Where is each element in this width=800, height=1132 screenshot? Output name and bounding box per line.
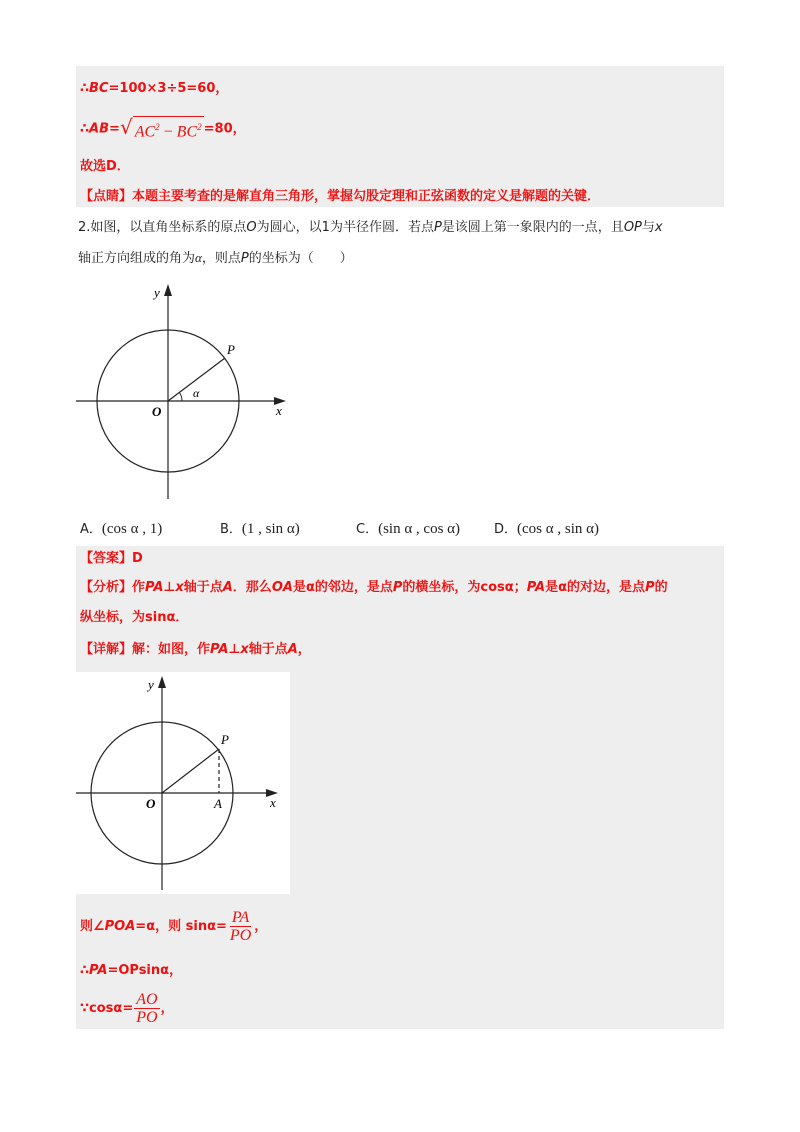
label-y: y xyxy=(148,677,154,692)
figure-unit-circle-2 xyxy=(76,672,290,894)
sqrt-expression: √ $AC^2 - BC^2$ xyxy=(119,115,202,141)
solution-line-bc: ∴BC=100×3÷5=60， xyxy=(80,81,229,96)
label-x: x xyxy=(276,403,282,418)
fraction-pa-po: $\frac{PA}{PO}$ xyxy=(229,909,252,944)
label-p: P xyxy=(227,342,235,357)
label-p: P xyxy=(221,732,229,747)
step-sin: 则∠POA=α，则 sinα= $\frac{PA}{PO}$ ， xyxy=(80,909,268,944)
option-a[interactable]: A．(cos α , 1) xyxy=(80,521,163,537)
label-o: O xyxy=(146,796,156,811)
figure-unit-circle-1 xyxy=(70,280,300,505)
analysis-line-1: 【分析】作PA⊥x轴于点A．那么OA是α的邻边，是点P的横坐标，为cosα；PA是α的对边，是点P的 xyxy=(80,580,668,595)
label-y: y xyxy=(154,285,160,300)
label-x: x xyxy=(270,795,276,810)
option-b[interactable]: B．(1 , sin α) xyxy=(220,521,300,537)
option-d[interactable]: D．(cos α , sin α) xyxy=(494,521,599,537)
answer-line: 【答案】D xyxy=(80,551,143,566)
fraction-ao-po: $\frac{AO}{PO}$ xyxy=(136,991,158,1026)
solution-choice: 故选D． xyxy=(80,159,130,174)
solution-line-ab: ∴AB= √ $AC^2 - BC^2$ =80， xyxy=(80,115,246,141)
label-alpha: α xyxy=(193,386,200,400)
detail-line: 【详解】解：如图，作PA⊥x轴于点A， xyxy=(80,642,311,657)
angle-arc xyxy=(179,392,182,401)
y-axis-arrow-icon xyxy=(164,284,172,296)
question-line-1: 2.如图，以直角坐标系的原点O为圆心，以1为半径作圆．若点P是该圆上第一象限内的一点，且OP与x xyxy=(78,220,663,235)
step-cos: ∵cosα= $\frac{AO}{PO}$ ， xyxy=(80,991,174,1026)
segment-op xyxy=(162,749,219,793)
label-o: O xyxy=(152,404,162,419)
label-a: A xyxy=(214,796,222,811)
step-pa: ∴PA=OPsinα， xyxy=(80,963,183,978)
option-c[interactable]: C．(sin α , cos α) xyxy=(356,521,461,537)
comment-line: 【点睛】本题主要考查的是解直角三角形，掌握勾股定理和正弦函数的定义是解题的关键． xyxy=(80,189,601,204)
question-line-2: 轴正方向组成的角为α，则点P的坐标为（ ） xyxy=(78,250,353,266)
y-axis-arrow-icon xyxy=(158,676,166,688)
analysis-line-2: 纵坐标，为sinα． xyxy=(80,610,189,625)
